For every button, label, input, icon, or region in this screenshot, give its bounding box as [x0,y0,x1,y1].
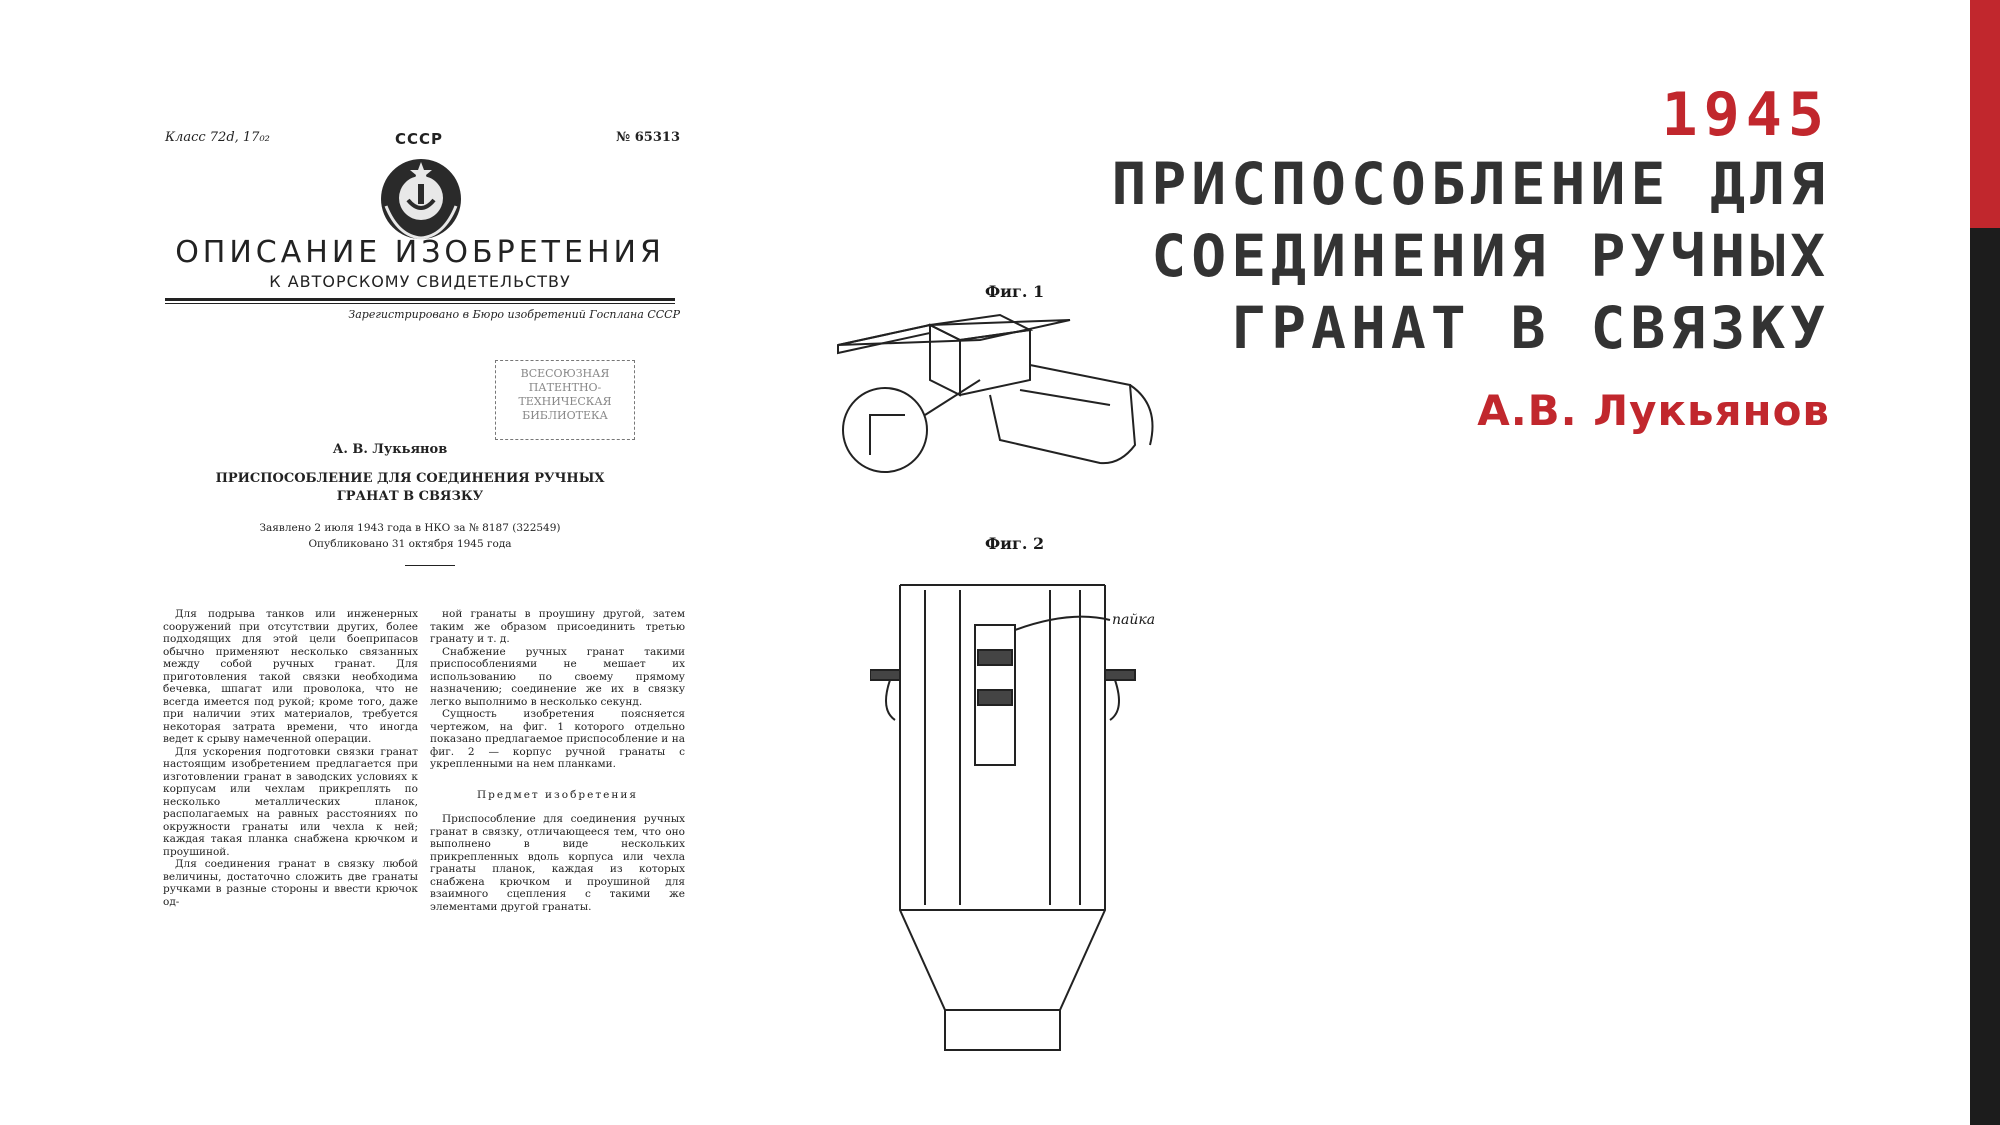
patent-column-left [163,608,418,908]
paragraph: Снабжение ручных гранат такими приспособлениями не мешает их использованию по своему прямому назначению; соединение же их в связку легко выполнимо в несколько секунд. [430,645,685,708]
patent-published: Опубликовано 31 октября 1945 года [308,538,512,550]
fig1-drawing [830,295,1210,505]
patent-subheading: К АВТОРСКОМУ СВИДЕТЕЛЬСТВУ [269,272,571,291]
paragraph: Сущность изобретения поясняется чертежом, на фиг. 1 которого отдельно показано предлагаемое приспособление и на фиг. 2 — корпус ручной гранаты с укрепленными на нем планками. [430,708,685,770]
patent-registered: Зарегистрировано в Бюро изобретений Госплана СССР [348,308,680,321]
paragraph: Для подрыва танков или инженерных сооружений при отсутствии других, более подходящих для этой цели боеприпасов обычно применяют несколько связанных между собой ручных гранат. Для приготовления такой связки необходима бечевка, шпагат или проволока, что не всегда имеется под рукой; кроме того, даже при наличии этих материалов, требуется некоторая затрата времени, что иногда ведет к срыву намеченной операции. [163,608,418,745]
accent-bar-black [1970,228,2000,1125]
fig2-drawing [870,570,1210,1070]
divider [405,565,455,566]
patent-country: СССР [395,130,444,148]
claims-heading: Предмет изобретения [476,788,639,801]
fig2-annotation: пайка [1112,612,1156,628]
patent-heading: ОПИСАНИЕ ИЗОБРЕТЕНИЯ [175,235,665,270]
accent-bar-red [1970,0,2000,228]
divider [165,298,675,301]
slide-author: А.В. Лукьянов [1477,386,1830,435]
ussr-emblem-icon [378,156,464,242]
slide-year: 1945 [1661,80,1830,150]
patent-column-right [430,608,685,913]
patent-title: ПРИСПОСОБЛЕНИЕ ДЛЯ СОЕДИНЕНИЯ РУЧНЫХ ГРАНАТ В СВЯЗКУ [215,471,605,504]
paragraph: Для соединения гранат в связку любой величины, достаточно сложить две гранаты ручками в разные стороны и ввести крючок од- [163,858,418,908]
library-stamp: ВСЕСОЮЗНАЯ ПАТЕНТНО-ТЕХНИЧЕСКАЯ БИБЛИОТЕКА [495,360,635,440]
patent-class: Класс 72d, 17₀₂ [165,130,270,145]
fig2-label: Фиг. 2 [985,534,1045,553]
patent-number: № 65313 [616,130,680,145]
fig1-label: Фиг. 1 [985,282,1045,301]
paragraph: Для ускорения подготовки связки гранат настоящим изобретением предлагается при изготовлении гранат в заводских условиях к корпусам или чехлам прикреплять по несколько металлических планок, располагаемых на равных расстояниях по окружности гранаты или чехла к ней; каждая такая планка снабжена крючком и проушиной. [163,745,418,858]
patent-author: А. В. Лукьянов [332,442,448,457]
patent-filed: Заявлено 2 июля 1943 года в НКО за № 8187 (322549) [259,522,561,534]
divider [165,303,675,304]
patent-dates [190,520,630,552]
paragraph: ной гранаты в проушину другой, затем таким же образом присоединить третью гранату и т. д. [430,608,685,645]
patent-page [160,120,700,1020]
slide-title: ПРИСПОСОБЛЕНИЕ ДЛЯ СОЕДИНЕНИЯ РУЧНЫХ ГРАНАТ В СВЯЗКУ [1111,150,1830,362]
claims-text: Приспособление для соединения ручных гранат в связку, отличающееся тем, что оно выполнено в виде нескольких прикрепленных вдоль корпуса или чехла гранаты планок, каждая из которых снабжена крючком и проушиной для взаимного сцепления с такими же элементами другой гранаты. [430,813,685,913]
